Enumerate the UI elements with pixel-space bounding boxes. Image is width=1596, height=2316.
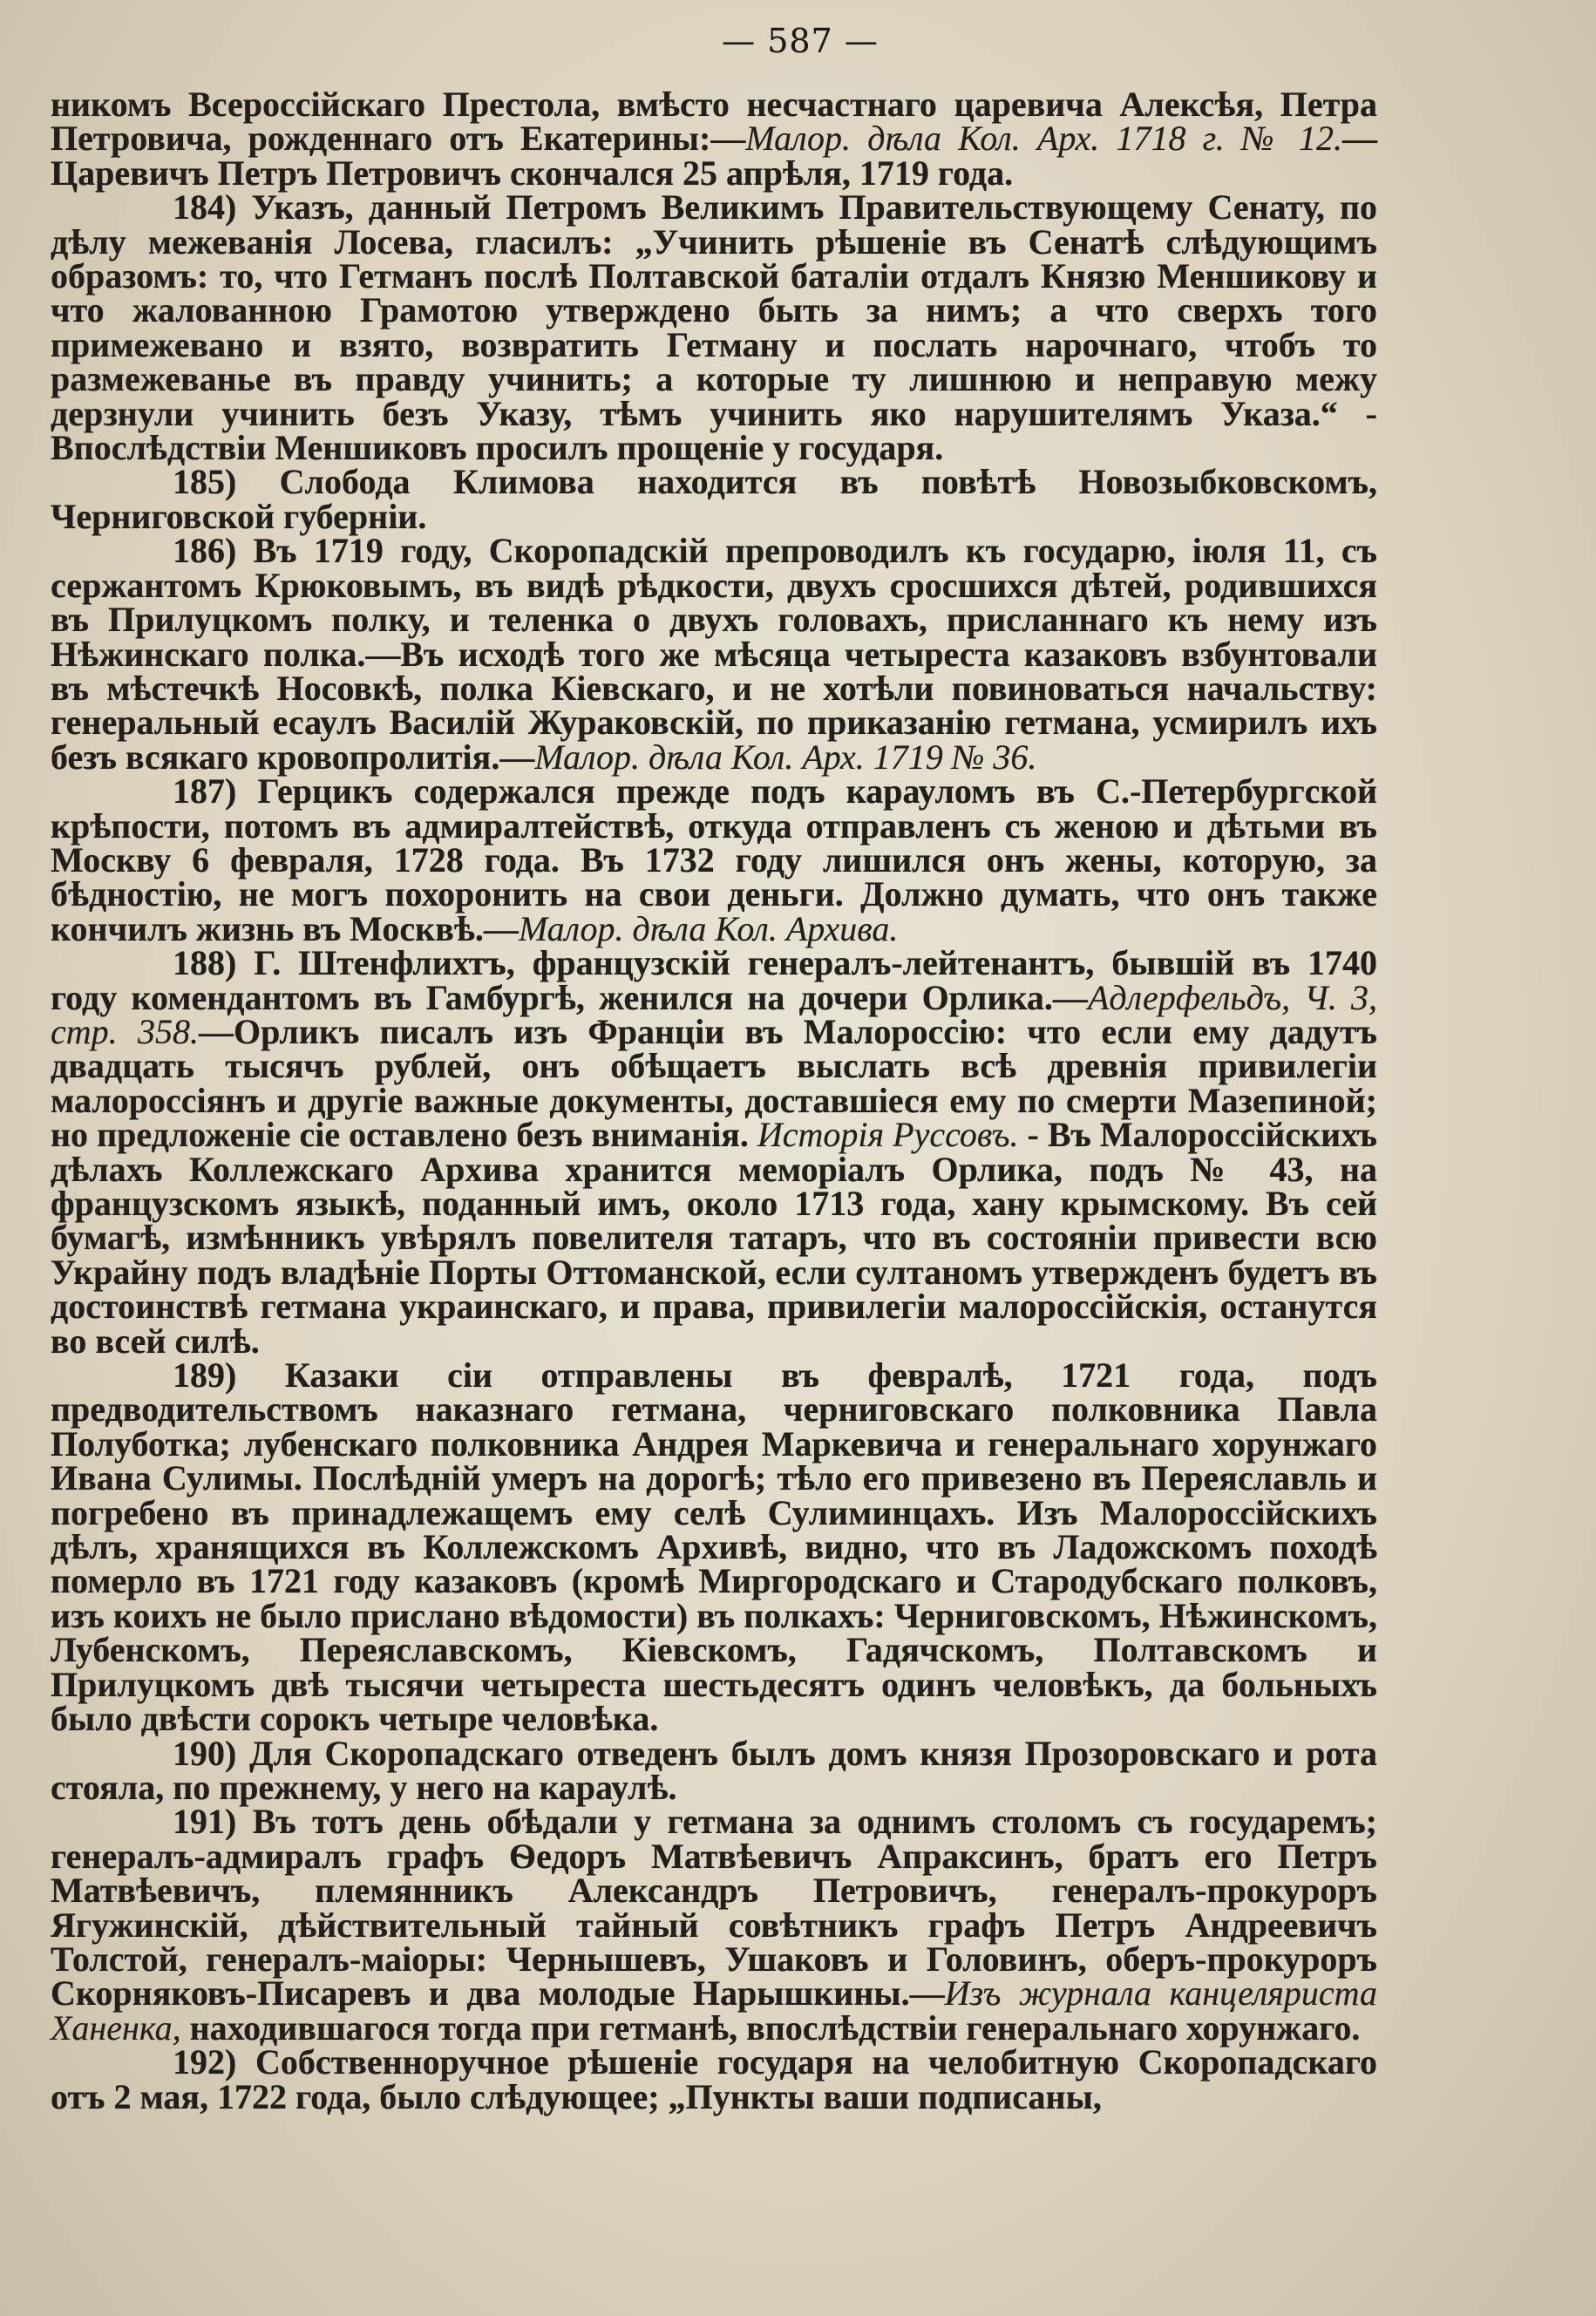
paragraph-text: —Орликъ писалъ изъ Франціи въ Малороссію: что если ему дадутъ двадцать тысячъ рублей, онъ обѣщаетъ выслать всѣ древнія привилегіи малороссіянъ и другіе важные документы, доставшіеся ему по смерти Мазепиной; но предложеніе сіе оставлено безъ вниманія.	[51, 1011, 1378, 1155]
paragraph-text: - Въ Малороссійскихъ дѣлахъ Коллежскаго Архива хранится меморіалъ Орлика, подъ № 43, на французскомъ языкѣ, поданный имъ, около 1713 года, хану крымскому. Въ сей бумагѣ, измѣнникъ увѣрялъ повелителя татаръ, что въ состояніи привести всю Украйну подъ владѣніе Порты Оттоманской, если султаномъ утвержденъ будетъ въ достоинствѣ гетмана украинскаго, и права, привилегіи малороссійскія, останутся во всей силѣ.	[51, 1115, 1378, 1361]
paragraph-text: —Царевичъ Петръ Петровичъ скончался 25 апрѣля, 1719 года.	[51, 119, 1377, 193]
paragraph-text: 192) Собственноручное рѣшеніе государя на челобитную Скоропадскаго отъ 2 мая, 1722 года, было слѣдующее; „Пункты ваши подписаны,	[51, 2042, 1377, 2116]
note-paragraph-186	[51, 531, 1377, 777]
note-paragraph-191	[51, 1802, 1377, 2048]
note-paragraph-185	[51, 462, 1377, 536]
note-paragraph-190	[51, 1733, 1377, 1807]
paragraph-text: 186) Въ 1719 году, Скоропадскій препроводилъ къ государю, іюля 11, съ сержантомъ Крюковымъ, въ видѣ рѣдкости, двухъ сросшихся дѣтей, родившихся въ Прилуцкомъ полку, и теленка о двухъ головахъ, присланнаго къ нему изъ Нѣжинскаго полка.—Въ исходѣ того же мѣсяца четыреста казаковъ взбунтовали въ мѣстечкѣ Носовкѣ, полка Кіевскаго, и не хотѣли повиноваться начальству: генеральный есаулъ Василій Жураковскій, по приказанію гетмана, усмирилъ ихъ безъ всякаго кровопролитія.—	[51, 531, 1377, 777]
paragraph-text: находившагося тогда при гетманѣ, впослѣдствіи генеральнаго хорунжаго.	[180, 2007, 1361, 2048]
page-number: — 587 —	[722, 22, 879, 60]
paragraph-text: 189) Казаки сіи отправлены въ февралѣ, 1721 года, подъ предводительствомъ наказнаго гетмана, черниговскаго полковника Павла Полуботка; лубенскаго полковника Андрея Маркевича и генеральнаго хорунжаго Ивана Сулимы. Послѣдній умеръ на дорогѣ; тѣло его привезено въ Переяславль и погребено въ принадлежащемъ ему селѣ Сулиминцахъ. Изъ Малороссійскихъ дѣлъ, хранящихся въ Коллежскомъ Архивѣ, видно, что въ Ладожскомъ походѣ померло въ 1721 году казаковъ (кромѣ Миргородскаго и Стародубскаго полковъ, изъ коихъ не было прислано вѣдомости) въ полкахъ: Черниговскомъ, Нѣжинскомъ, Лубенскомъ, Переяславскомъ, Кіевскомъ, Гадячскомъ, Полтавскомъ и Прилуцкомъ двѣ тысячи четыреста шестьдесятъ одинъ человѣкъ, да больныхъ было двѣсти сорокъ четыре человѣка.	[51, 1355, 1377, 1739]
citation-text: Малор. дѣла Кол. Арх. 1719 № 36.	[534, 737, 1037, 777]
page-body-text	[51, 87, 1377, 2114]
note-paragraph-188	[51, 943, 1378, 1361]
note-paragraph-189	[51, 1355, 1377, 1739]
paragraph-text: 184) Указъ, данный Петромъ Великимъ Правительствующему Сенату, по дѣлу межеванія Лосева, гласилъ: „Учинить рѣшеніе въ Сенатѣ слѣдующимъ образомъ: то, что Гетманъ послѣ Полтавской баталіи отдалъ Князю Меншикову и что жалованною Грамотою утверждено быть за нимъ; а что сверхъ того примежевано и взято, возвратить Гетману и послать нарочнаго, чтобъ то размежеванье въ правду учинить; а которые ту лишнюю и неправую межу дерзнули учинить безъ Указу, тѣмъ учинить яко нарушителямъ Указа.“ - Впослѣдствіи Меншиковъ просилъ прощеніе у государя.	[51, 187, 1377, 468]
paragraph-text: 188) Г. Штенфлихтъ, французскій генералъ-лейтенантъ, бывшій въ 1740 году комендантомъ въ Гамбургѣ, женился на дочери Орлика.—	[51, 943, 1377, 1017]
citation-text: Адлерфельдъ, Ч. 3, стр. 358.	[51, 977, 1378, 1051]
note-paragraph-184	[51, 187, 1377, 468]
citation-text: Малор. дѣла Кол. Архива.	[518, 908, 899, 948]
note-paragraph-187	[51, 771, 1377, 948]
note-paragraph-cont	[51, 85, 1377, 193]
paragraph-text: 190) Для Скоропадскаго отведенъ былъ домъ князя Прозоровскаго и рота стояла, по прежнему, у него на караулѣ.	[51, 1733, 1377, 1807]
paragraph-text: 187) Герцикъ содержался прежде подъ карауломъ въ С.-Петербургской крѣпости, потомъ въ адмиралтействѣ, откуда отправленъ съ женою и дѣтьми въ Москву 6 февраля, 1728 года. Въ 1732 году лишился онъ жены, которую, за бѣдностію, не могъ похоронить на свои деньги. Должно думать, что онъ также кончилъ жизнь въ Москвѣ.—	[51, 771, 1377, 948]
note-paragraph-192	[51, 2042, 1377, 2116]
paragraph-text: 185) Слобода Климова находится въ повѣтѣ Новозыбковскомъ, Черниговской губерніи.	[51, 462, 1377, 536]
citation-text: Исторія Руссовъ.	[757, 1115, 1019, 1155]
paragraph-text: 191) Въ тотъ день обѣдали у гетмана за однимъ столомъ съ государемъ; генералъ-адмиралъ графъ Ѳедоръ Матвѣевичъ Апраксинъ, братъ его Петръ Матвѣевичъ, племянникъ Александръ Петровичъ, генералъ-прокуроръ Ягужинскій, дѣйствительный тайный совѣтникъ графъ Петръ Андреевичъ Толстой, генералъ-маіоры: Чернышевъ, Ушаковъ и Головинъ, оберъ-прокуроръ Скорняковъ-Писаревъ и два молодые Нарышкины.—	[51, 1802, 1377, 2014]
citation-text: Малор. дѣла Кол. Арх. 1718 г. № 12.	[745, 119, 1342, 159]
paragraph-text: никомъ Всероссійскаго Престола, вмѣсто несчастнаго царевича Алексѣя, Петра Петровича, рожденнаго отъ Екатерины:—	[51, 85, 1377, 159]
citation-text: Изъ журнала канцеляриста Ханенка,	[51, 1973, 1377, 2048]
